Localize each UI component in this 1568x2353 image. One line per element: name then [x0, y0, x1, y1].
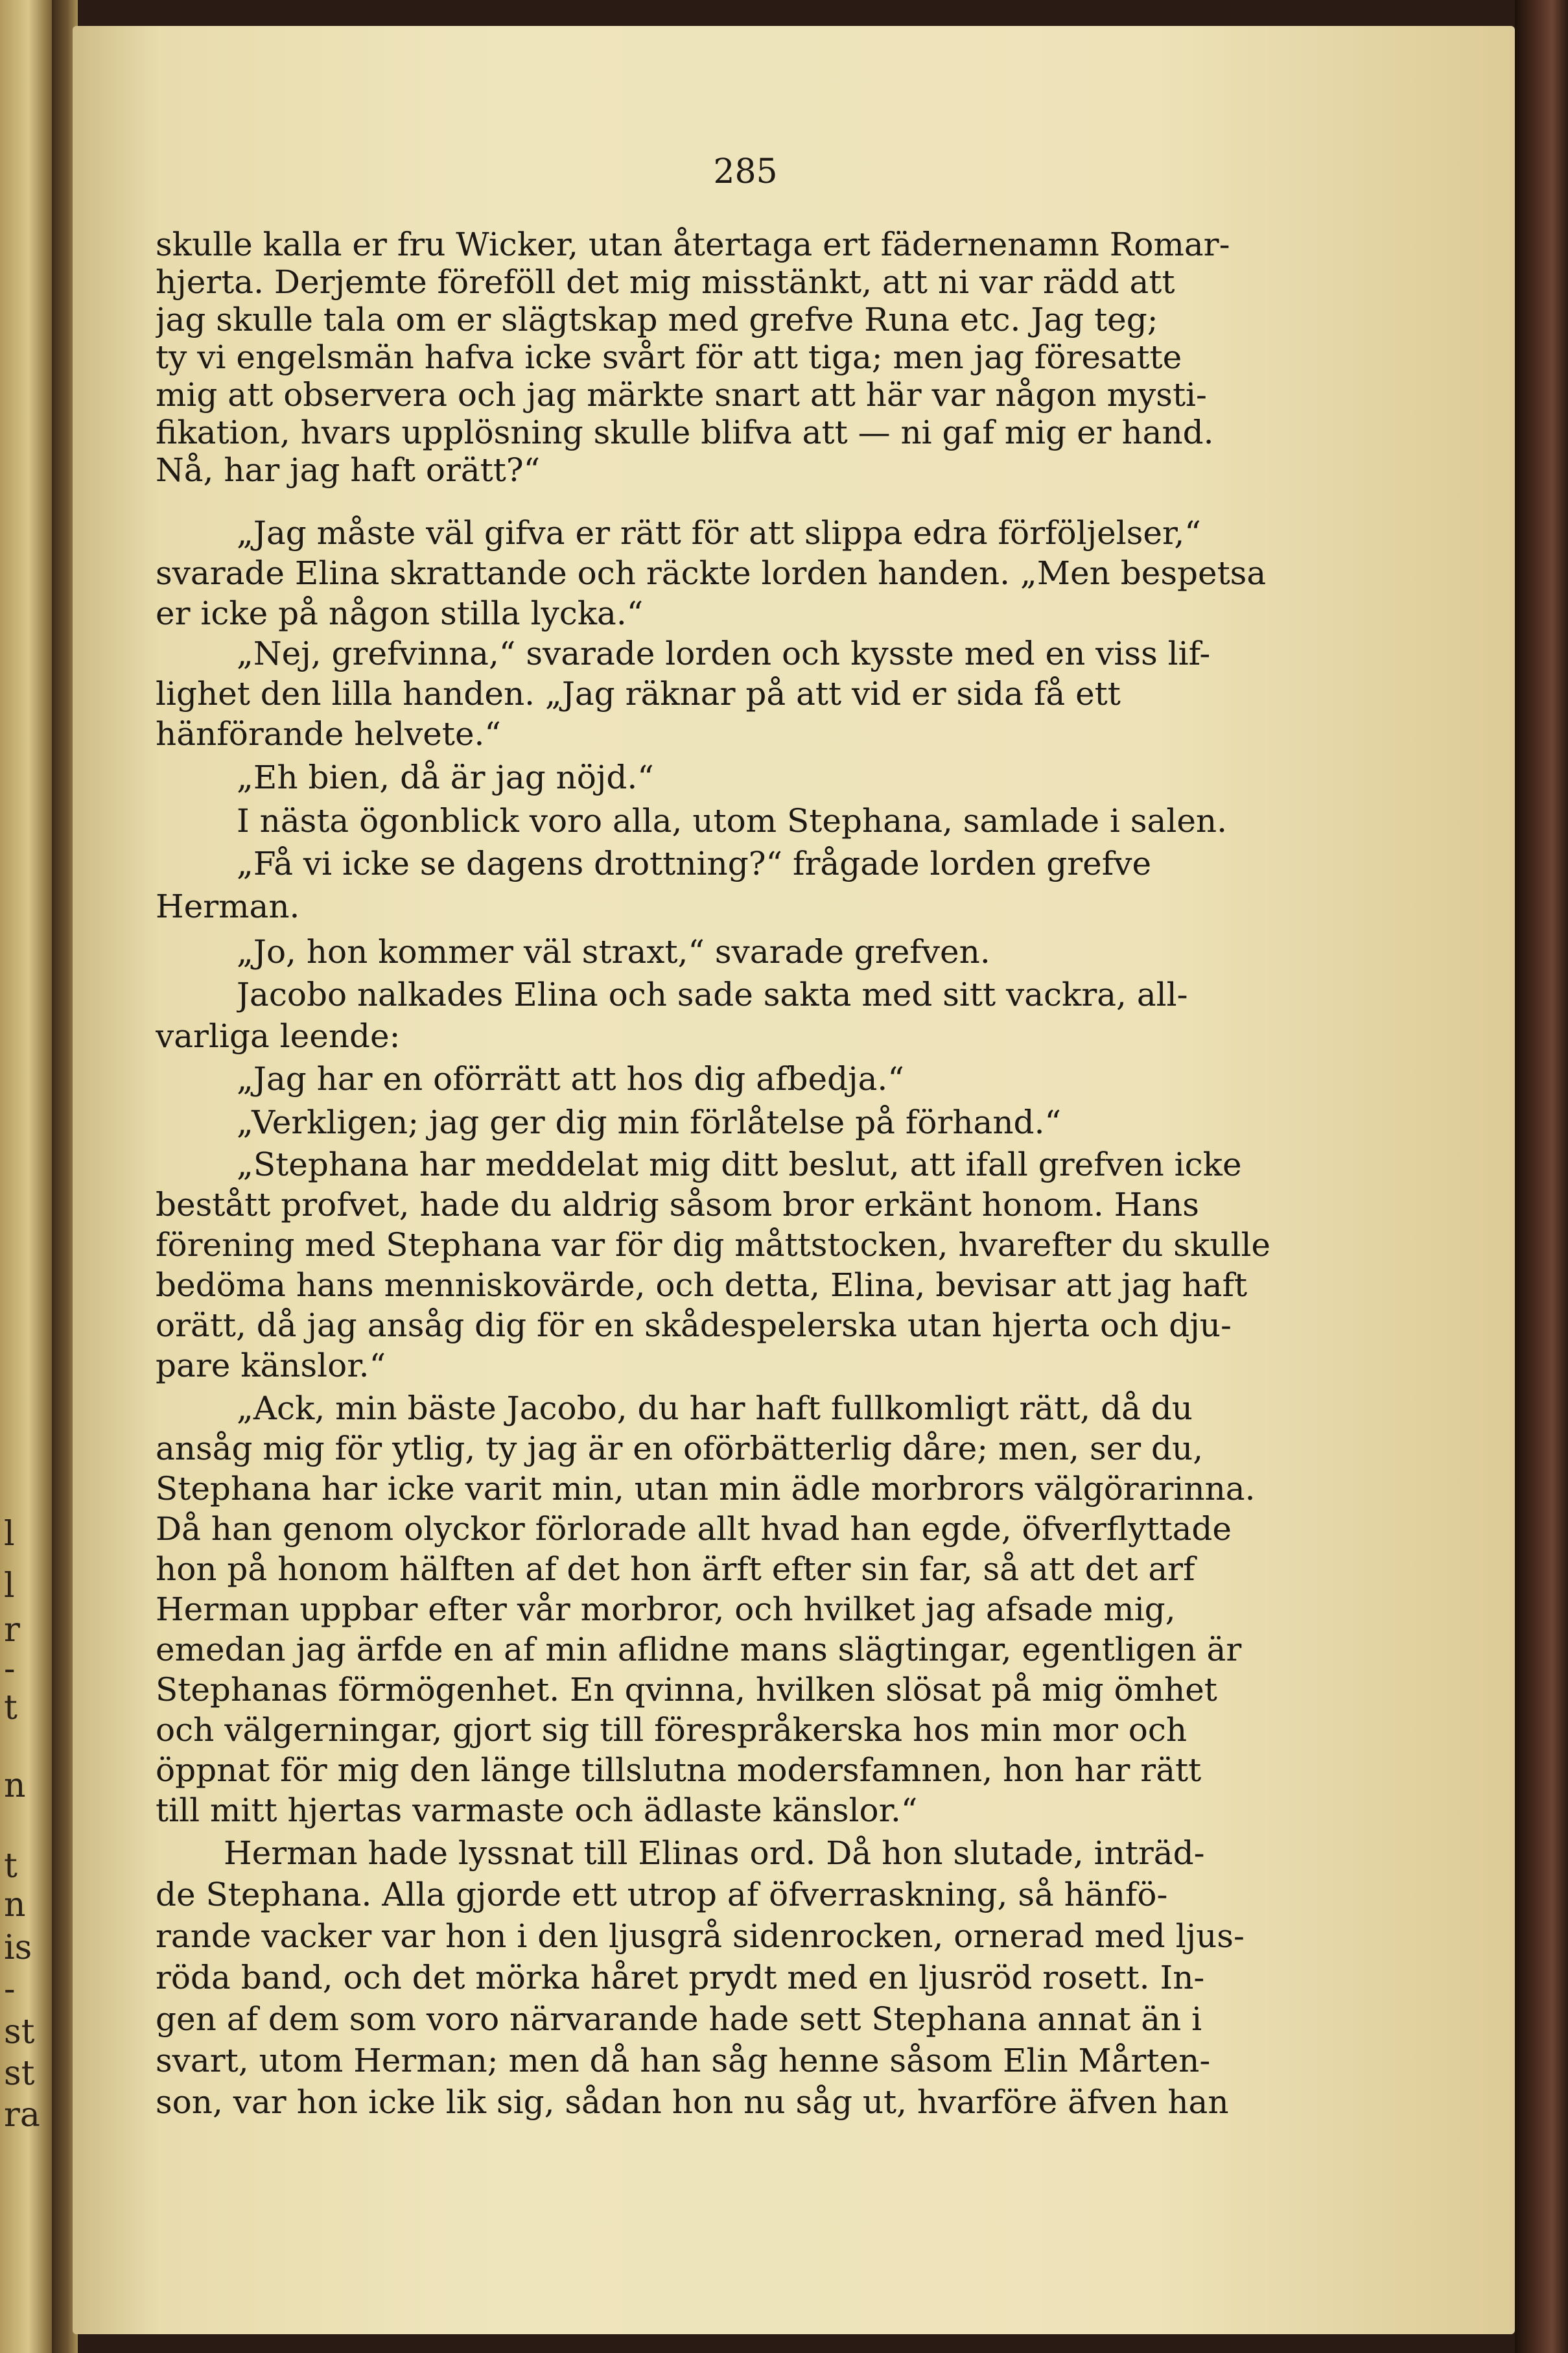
text-line: „Få vi icke se dagens drottning?“ frågade lorden grefve [237, 845, 1152, 882]
text-line: Herman. [156, 888, 300, 925]
text-line: öppnat för mig den länge tillslutna modersfamnen, hon har rätt [156, 1751, 1202, 1789]
margin-fragment: n [4, 1766, 26, 1805]
text-line: ty vi engelsmän hafva icke svårt för att tiga; men jag föresatte [156, 338, 1182, 376]
margin-fragment: ra [4, 2096, 40, 2134]
margin-fragment: st [4, 2054, 35, 2093]
text-line: emedan jag ärfde en af min aflidne mans slägtingar, egentligen är [156, 1631, 1242, 1668]
text-line: „Jo, hon kommer väl straxt,“ svarade grefven. [237, 933, 990, 971]
book-cover-edge [1515, 0, 1568, 2353]
text-line: gen af dem som voro närvarande hade sett Stephana annat än i [156, 2000, 1202, 2038]
text-line: förening med Stephana var för dig måttstocken, hvarefter du skulle [156, 1226, 1270, 1264]
margin-fragment: - [4, 1970, 16, 2009]
text-line: Herman uppbar efter vår morbror, och hvilket jag afsade mig, [156, 1590, 1176, 1628]
text-line: „Verkligen; jag ger dig min förlåtelse på förhand.“ [237, 1104, 1062, 1141]
text-line: „Jag måste väl gifva er rätt för att slippa edra förföljelser,“ [237, 514, 1201, 552]
text-line: mig att observera och jag märkte snart att här var någon mysti- [156, 376, 1207, 414]
text-line: bedöma hans menniskovärde, och detta, Elina, bevisar att jag haft [156, 1266, 1248, 1304]
margin-fragment: - [4, 1649, 16, 1688]
margin-fragment: is [4, 1928, 32, 1967]
text-line: hjerta. Derjemte föreföll det mig misstänkt, att ni var rädd att [156, 263, 1175, 301]
text-line: „Eh bien, då är jag nöjd.“ [237, 759, 654, 796]
text-line: pare känslor.“ [156, 1347, 386, 1384]
margin-fragment: l [4, 1515, 15, 1554]
margin-fragment: n [4, 1886, 26, 1924]
text-line: Nå, har jag haft orätt?“ [156, 451, 541, 489]
text-line: „Ack, min bäste Jacobo, du har haft fullkomligt rätt, då du [237, 1389, 1193, 1427]
margin-fragment: l [4, 1567, 15, 1605]
text-line: Jacobo nalkades Elina och sade sakta med sitt vackra, all- [237, 976, 1188, 1013]
text-line: Stephana har icke varit min, utan min ädle morbrors välgörarinna. [156, 1470, 1256, 1508]
text-line: svart, utom Herman; men då han såg henne såsom Elin Mårten- [156, 2042, 1211, 2079]
text-line: lighet den lilla handen. „Jag räknar på att vid er sida få ett [156, 675, 1121, 713]
text-line: Då han genom olyckor förlorade allt hvad han egde, öfverflyttade [156, 1510, 1232, 1548]
text-line: I nästa ögonblick voro alla, utom Stephana, samlade i salen. [237, 802, 1228, 840]
text-line: hon på honom hälften af det hon ärft efter sin far, så att det arf [156, 1550, 1195, 1588]
page-number: 285 [713, 152, 778, 191]
text-line: son, var hon icke lik sig, sådan hon nu såg ut, hvarföre äfven han [156, 2083, 1229, 2121]
margin-fragment: r [4, 1611, 20, 1649]
text-line: fikation, hvars upplösning skulle blifva att — ni gaf mig er hand. [156, 414, 1214, 451]
text-line: rande vacker var hon i den ljusgrå sidenrocken, ornerad med ljus- [156, 1917, 1245, 1955]
text-line: „Nej, grefvinna,“ svarade lorden och kysste med en viss lif- [237, 635, 1211, 672]
text-line: hänförande helvete.“ [156, 715, 501, 753]
text-line: er icke på någon stilla lycka.“ [156, 595, 644, 632]
text-line: Stephanas förmögenhet. En qvinna, hvilken slösat på mig ömhet [156, 1671, 1217, 1709]
text-line: Herman hade lyssnat till Elinas ord. Då hon slutade, inträd- [224, 1834, 1205, 1872]
text-line: jag skulle tala om er slägtskap med grefve Runa etc. Jag teg; [156, 301, 1158, 338]
margin-fragment: t [4, 1847, 18, 1886]
margin-fragment: st [4, 2013, 35, 2051]
text-line: de Stephana. Alla gjorde ett utrop af öfverraskning, så hänfö- [156, 1876, 1168, 1913]
text-line: ansåg mig för ytlig, ty jag är en oförbätterlig dåre; men, ser du, [156, 1430, 1204, 1467]
text-line: och välgerningar, gjort sig till förespråkerska hos min mor och [156, 1711, 1188, 1749]
text-line: orätt, då jag ansåg dig för en skådespelerska utan hjerta och dju- [156, 1307, 1232, 1344]
text-line: „Stephana har meddelat mig ditt beslut, att ifall grefven icke [237, 1146, 1242, 1183]
text-line: svarade Elina skrattande och räckte lorden handen. „Men bespetsa [156, 554, 1267, 592]
text-line: röda band, och det mörka håret prydt med en ljusröd rosett. In- [156, 1959, 1205, 1996]
text-line: „Jag har en oförrätt att hos dig afbedja.“ [237, 1060, 904, 1098]
previous-page-edge [0, 0, 52, 2353]
text-line: till mitt hjertas varmaste och ädlaste känslor.“ [156, 1791, 918, 1829]
text-line: varliga leende: [156, 1017, 401, 1055]
text-line: skulle kalla er fru Wicker, utan återtaga ert fädernenamn Romar- [156, 226, 1230, 263]
margin-fragment: t [4, 1688, 18, 1727]
text-line: bestått profvet, hade du aldrig såsom bror erkänt honom. Hans [156, 1186, 1199, 1224]
